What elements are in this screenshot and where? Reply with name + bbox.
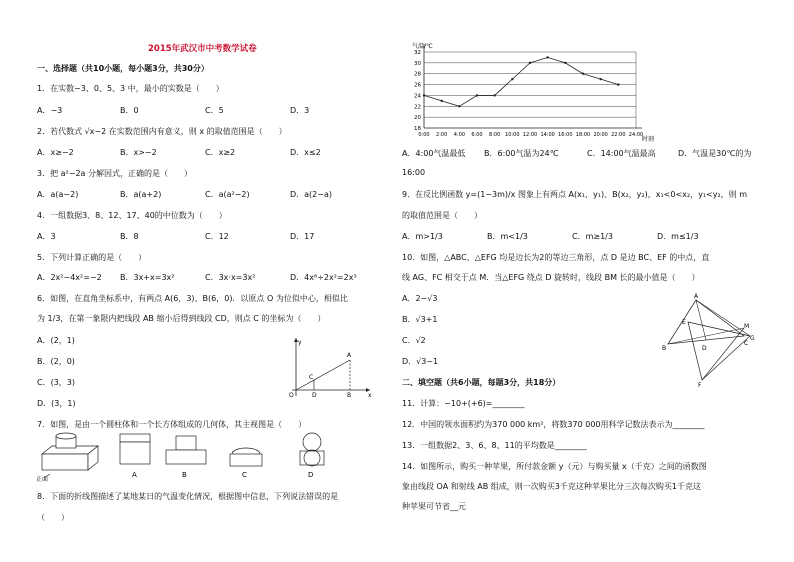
q6-label-x: x bbox=[368, 392, 372, 398]
question-6-line1: 6．如图，在直角坐标系中，有两点 A(6，3)、B(6，0)．以原点 O 为位似中心，相似比 bbox=[37, 294, 348, 303]
q3-option-b: B．a(a+2) bbox=[120, 190, 162, 199]
q6-label-c: C bbox=[309, 374, 314, 381]
q2-option-d: D．x≤2 bbox=[290, 148, 321, 157]
chart-data-point bbox=[476, 94, 478, 96]
question-14-line1: 14．如图所示，购买一种苹果，所付款金额 y（元）与购买量 x（千克）之间的函数图 bbox=[402, 462, 707, 471]
q8-option-d-continued: 16:00 bbox=[402, 168, 426, 177]
page-title: 2015年武汉市中考数学试卷 bbox=[148, 44, 257, 54]
chart-y-tick-label: 18 bbox=[414, 126, 421, 132]
question-8-line1: 8．下面的折线图描述了某地某日的气温变化情况，根据图中信息，下列说法错误的是 bbox=[37, 492, 339, 501]
q10-label-b: B bbox=[662, 345, 667, 352]
q3-option-c: C．a(a²−2) bbox=[205, 190, 250, 199]
question-10-line1: 10．如图，△ABC、△EFG 均是边长为2的等边三角形，点 D 是边 BC、EF 的中点，直 bbox=[402, 253, 710, 262]
q10-label-g: G bbox=[750, 335, 755, 342]
q10-label-c: C bbox=[744, 340, 749, 347]
chart-y-tick-label: 32 bbox=[414, 50, 421, 56]
chart-data-point bbox=[493, 94, 495, 96]
q7-option-b: B bbox=[182, 471, 187, 479]
q10-label-a: A bbox=[694, 293, 699, 300]
q9-option-d: D．m≤1/3 bbox=[657, 232, 699, 241]
chart-data-point bbox=[617, 83, 619, 85]
q9-option-c: C．m≥1/3 bbox=[572, 232, 613, 241]
q5-option-d: D．4x⁶÷2x²=2x³ bbox=[290, 273, 357, 282]
q7-option-c: C bbox=[242, 471, 247, 479]
q10-label-d: D bbox=[702, 345, 707, 352]
q10-label-m: M bbox=[744, 323, 750, 330]
question-4: 4．一组数据3、8、12、17、40的中位数为（ ） bbox=[37, 211, 227, 220]
q1-option-a: A．−3 bbox=[37, 106, 63, 115]
chart-x-tick-label: 12:00 bbox=[522, 132, 538, 138]
q2-option-a: A．x≥−2 bbox=[37, 148, 74, 157]
q5-option-a: A．2x²−4x²=−2 bbox=[37, 273, 102, 282]
chart-y-tick-label: 30 bbox=[414, 60, 421, 67]
section-heading-fill: 二、填空题（共6小题，每题3分，共18分） bbox=[402, 378, 561, 387]
temperature-series-line bbox=[424, 57, 618, 106]
q1-option-b: B．0 bbox=[120, 106, 139, 115]
chart-x-tick-label: 10:00 bbox=[505, 132, 520, 138]
q10-option-b: B．√3+1 bbox=[402, 315, 438, 324]
q10-triangle-figure bbox=[660, 292, 760, 388]
chart-y-tick-label: 24 bbox=[414, 93, 421, 100]
q7-option-d: D bbox=[308, 471, 314, 479]
chart-x-tick-label: 2:00 bbox=[436, 132, 448, 138]
question-14-line2: 象由线段 OA 和射线 AB 组成，则一次购买3千克这种苹果比分三次每次购买1千克这 bbox=[402, 482, 701, 491]
chart-x-tick-label: 6:00 bbox=[471, 132, 483, 138]
chart-x-tick-label: 22:00 bbox=[611, 132, 626, 138]
q8-option-d: D．气温是30℃的为 bbox=[678, 149, 752, 158]
chart-x-tick-label: 0:00 bbox=[418, 132, 430, 138]
question-7: 7．如图，是由一个圆柱体和一个长方体组成的几何体，其主视图是（ ） bbox=[37, 420, 307, 429]
q7-solid-figure bbox=[36, 432, 116, 482]
q6-option-c: C．(3，3) bbox=[37, 378, 76, 387]
chart-y-tick-label: 28 bbox=[414, 71, 421, 78]
chart-x-tick-label: 14:00 bbox=[540, 132, 555, 138]
q8-option-a: A．4:00气温最低 bbox=[402, 149, 466, 158]
question-3: 3．把 a²−2a 分解因式，正确的是（ ） bbox=[37, 169, 192, 178]
chart-data-point bbox=[458, 105, 460, 107]
q4-option-a: A．3 bbox=[37, 232, 56, 241]
q6-option-d: D．(3，1) bbox=[37, 399, 76, 408]
chart-y-tick-label: 26 bbox=[414, 82, 421, 89]
q2-option-b: B．x>−2 bbox=[120, 148, 157, 157]
chart-data-point bbox=[582, 73, 584, 75]
q6-label-y: y bbox=[298, 339, 302, 346]
chart-data-point bbox=[529, 62, 531, 64]
question-1: 1．在实数−3、0、5、3 中，最小的实数是（ ） bbox=[37, 84, 224, 93]
q6-option-a: A．(2，1) bbox=[37, 336, 75, 345]
q6-label-d: D bbox=[312, 392, 317, 398]
q1-option-d: D．3 bbox=[290, 106, 310, 115]
q7-option-a: A bbox=[132, 471, 137, 479]
question-2: 2．若代数式 √x−2 在实数范围内有意义，则 x 的取值范围是（ ） bbox=[37, 127, 287, 136]
chart-x-tick-label: 8:00 bbox=[489, 132, 501, 138]
q9-option-b: B．m<1/3 bbox=[487, 232, 528, 241]
q1-option-c: C．5 bbox=[205, 106, 224, 115]
temperature-line-chart bbox=[402, 40, 660, 144]
q4-option-c: C．12 bbox=[205, 232, 229, 241]
chart-data-point bbox=[546, 56, 548, 58]
question-11: 11．计算：−10+(+6)=________ bbox=[402, 399, 525, 408]
q8-option-b: B．6:00气温为24℃ bbox=[484, 149, 559, 158]
question-6-line2: 为 1/3，在第一象限内把线段 AB 缩小后得到线段 CD，则点 C 的坐标为（ ） bbox=[37, 314, 326, 323]
chart-data-point bbox=[564, 62, 566, 64]
q4-option-b: B．8 bbox=[120, 232, 139, 241]
q6-option-b: B．(2，0) bbox=[37, 357, 75, 366]
q8-option-c: C．14:00气温最高 bbox=[587, 149, 656, 158]
q10-option-c: C．√2 bbox=[402, 336, 426, 345]
chart-y-tick-label: 22 bbox=[414, 104, 421, 111]
section-heading-choice: 一、选择题（共10小题，每小题3分，共30分） bbox=[37, 64, 209, 73]
q4-option-d: D．17 bbox=[290, 232, 315, 241]
q2-option-c: C．x≥2 bbox=[205, 148, 236, 157]
chart-x-tick-label: 18:00 bbox=[575, 132, 591, 138]
q10-label-f: F bbox=[698, 382, 702, 388]
question-8-line2: （ ） bbox=[37, 513, 69, 522]
q3-option-a: A．a(a−2) bbox=[37, 190, 79, 199]
q10-option-a: A．2−√3 bbox=[402, 294, 438, 303]
chart-x-tick-label: 4:00 bbox=[453, 132, 465, 138]
chart-data-point bbox=[440, 100, 442, 102]
question-12: 12．中国的领水面积约为370 000 km²，将数370 000用科学记数法表示为________ bbox=[402, 420, 705, 429]
chart-data-point bbox=[423, 94, 425, 96]
question-13: 13．一组数据2、3、6、8、11的平均数是________ bbox=[402, 441, 587, 450]
q5-option-c: C．3x·x=3x² bbox=[205, 273, 256, 282]
chart-data-point bbox=[511, 78, 513, 80]
q3-option-d: D．a(2−a) bbox=[290, 190, 332, 199]
question-9-line2: 的取值范围是（ ） bbox=[402, 211, 482, 220]
q6-coordinate-figure bbox=[284, 336, 374, 398]
chart-ylabel: 气温/℃ bbox=[412, 43, 433, 50]
q5-option-b: B．3x+x=3x² bbox=[120, 273, 175, 282]
question-9-line1: 9．在反比例函数 y=(1−3m)/x 图象上有两点 A(x₁，y₁)、B(x₂，y₂)，x₁<0<x₂，y₁<y₂，则 m bbox=[402, 190, 748, 199]
chart-data-point bbox=[599, 78, 601, 80]
question-10-line2: 线 AG、FC 相交于点 M．当△EFG 绕点 D 旋转时，线段 BM 长的最小值是（ ） bbox=[402, 273, 700, 282]
chart-y-tick-label: 20 bbox=[414, 115, 421, 122]
chart-x-tick-label: 16:00 bbox=[558, 132, 573, 138]
q7-front-label: 正面 bbox=[36, 476, 49, 482]
question-5: 5．下列计算正确的是（ ） bbox=[37, 253, 147, 262]
chart-x-tick-label: 20:00 bbox=[593, 132, 608, 138]
question-14-line3: 种苹果可节省__元 bbox=[402, 502, 466, 511]
q6-label-o: O bbox=[289, 392, 294, 398]
q9-option-a: A．m>1/3 bbox=[402, 232, 443, 241]
q10-label-e: E bbox=[682, 319, 686, 326]
q6-label-b: B bbox=[347, 392, 352, 398]
q6-label-a: A bbox=[347, 352, 352, 359]
q7-options-figure bbox=[118, 432, 344, 486]
q10-option-d: D．√3−1 bbox=[402, 357, 439, 366]
chart-x-tick-label: 24:00 bbox=[628, 132, 644, 138]
chart-xlabel: 时刻 bbox=[642, 136, 655, 143]
